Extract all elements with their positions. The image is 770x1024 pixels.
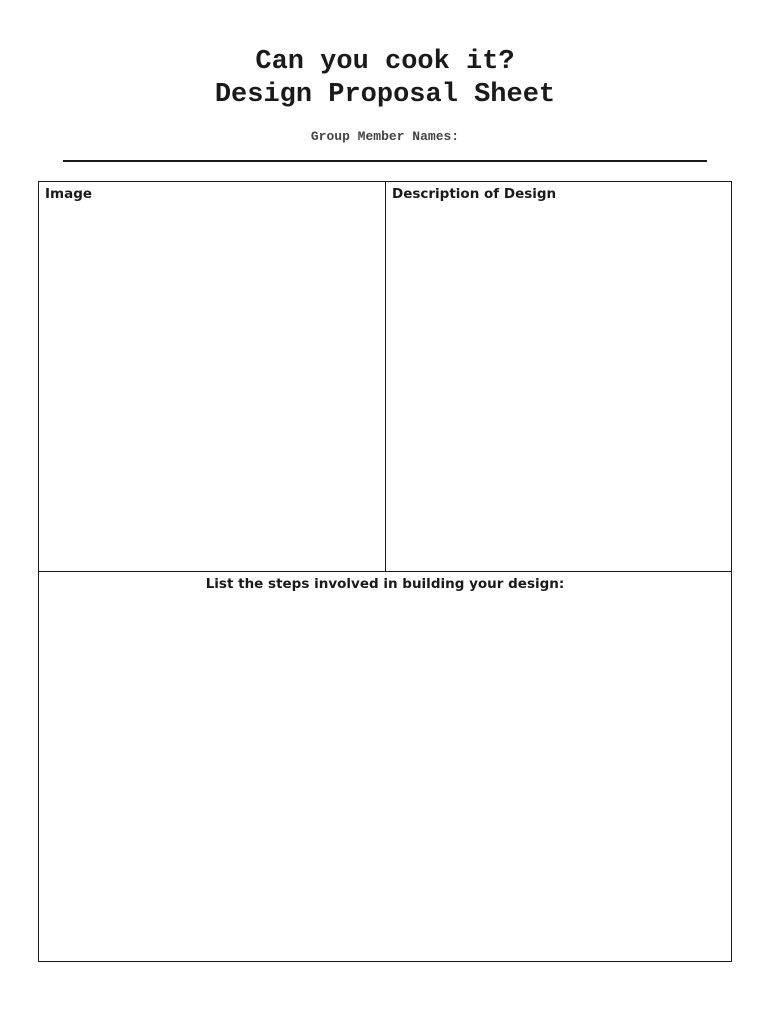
steps-box[interactable]: [39, 572, 731, 961]
description-box[interactable]: [386, 182, 731, 572]
description-label: Description of Design: [392, 186, 557, 202]
proposal-grid: [38, 181, 732, 962]
group-member-names-field[interactable]: [63, 160, 707, 162]
page-title: Can you cook it?: [255, 47, 515, 77]
group-member-names-label: Group Member Names:: [310, 129, 460, 144]
image-label: Image: [45, 186, 93, 202]
image-box[interactable]: [39, 182, 386, 572]
steps-label: List the steps involved in building your design:: [205, 576, 565, 592]
page-subtitle: Design Proposal Sheet: [214, 80, 556, 110]
